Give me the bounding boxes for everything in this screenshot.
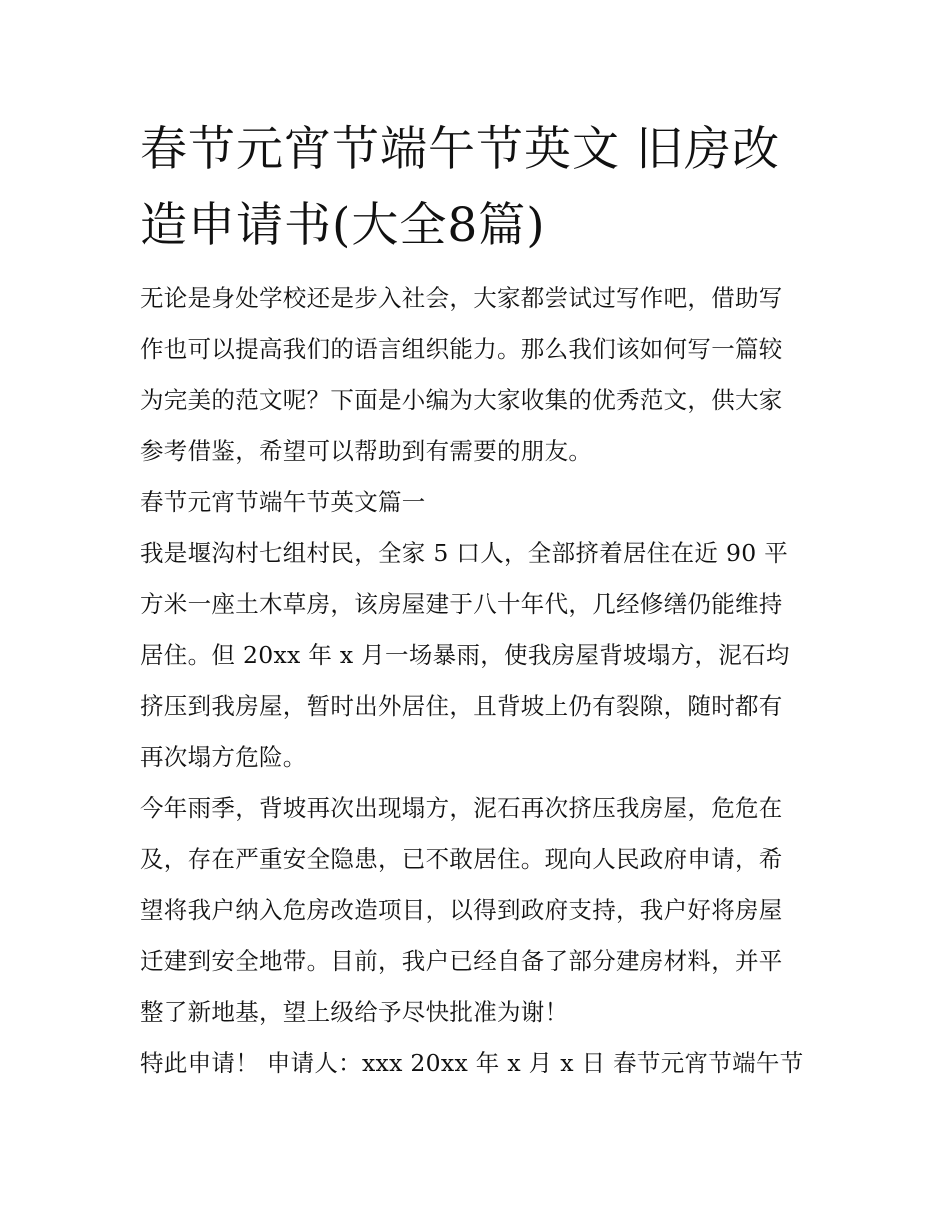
title-line-2: 造申请书(大全8篇) [140, 198, 546, 253]
closing-line: 特此申请！ 申请人：xxx 20xx 年 x 月 x 日 春节元宵节端午节 [140, 1049, 804, 1077]
paragraph-1-line-1: 我是堰沟村七组村民，全家 5 口人，全部挤着居住在近 90 平 [140, 539, 789, 567]
intro-line-1: 无论是身处学校还是步入社会，大家都尝试过写作吧，借助写 [140, 284, 783, 312]
intro-line-4: 参考借鉴，希望可以帮助到有需要的朋友。 [140, 437, 593, 465]
paragraph-2-line-1: 今年雨季，背坡再次出现塌方，泥石再次挤压我房屋，危危在 [140, 794, 783, 822]
paragraph-2-line-5: 整了新地基，望上级给予尽快批准为谢！ [140, 998, 569, 1026]
paragraph-2-line-2: 及，存在严重安全隐患，已不敢居住。现向人民政府申请，希 [140, 845, 783, 873]
paragraph-1-line-5: 再次塌方危险。 [140, 743, 307, 771]
title-line-1: 春节元宵节端午节英文 旧房改 [140, 122, 780, 177]
paragraph-1-line-3: 居住。但 20xx 年 x 月一场暴雨，使我房屋背坡塌方，泥石均 [140, 641, 790, 669]
section-heading: 春节元宵节端午节英文篇一 [140, 488, 426, 516]
document-title [140, 112, 820, 264]
intro-line-2: 作也可以提高我们的语言组织能力。那么我们该如何写一篇较 [140, 335, 783, 363]
paragraph-2-line-3: 望将我户纳入危房改造项目，以得到政府支持，我户好将房屋 [140, 896, 783, 924]
paragraph-1-line-4: 挤压到我房屋，暂时出外居住，且背坡上仍有裂隙，随时都有 [140, 692, 783, 720]
paragraph-1-line-2: 方米一座土木草房，该房屋建于八十年代，几经修缮仍能维持 [140, 590, 783, 618]
intro-line-3: 为完美的范文呢？下面是小编为大家收集的优秀范文，供大家 [140, 386, 783, 414]
paragraph-2-line-4: 迁建到安全地带。目前，我户已经自备了部分建房材料，并平 [140, 947, 783, 975]
